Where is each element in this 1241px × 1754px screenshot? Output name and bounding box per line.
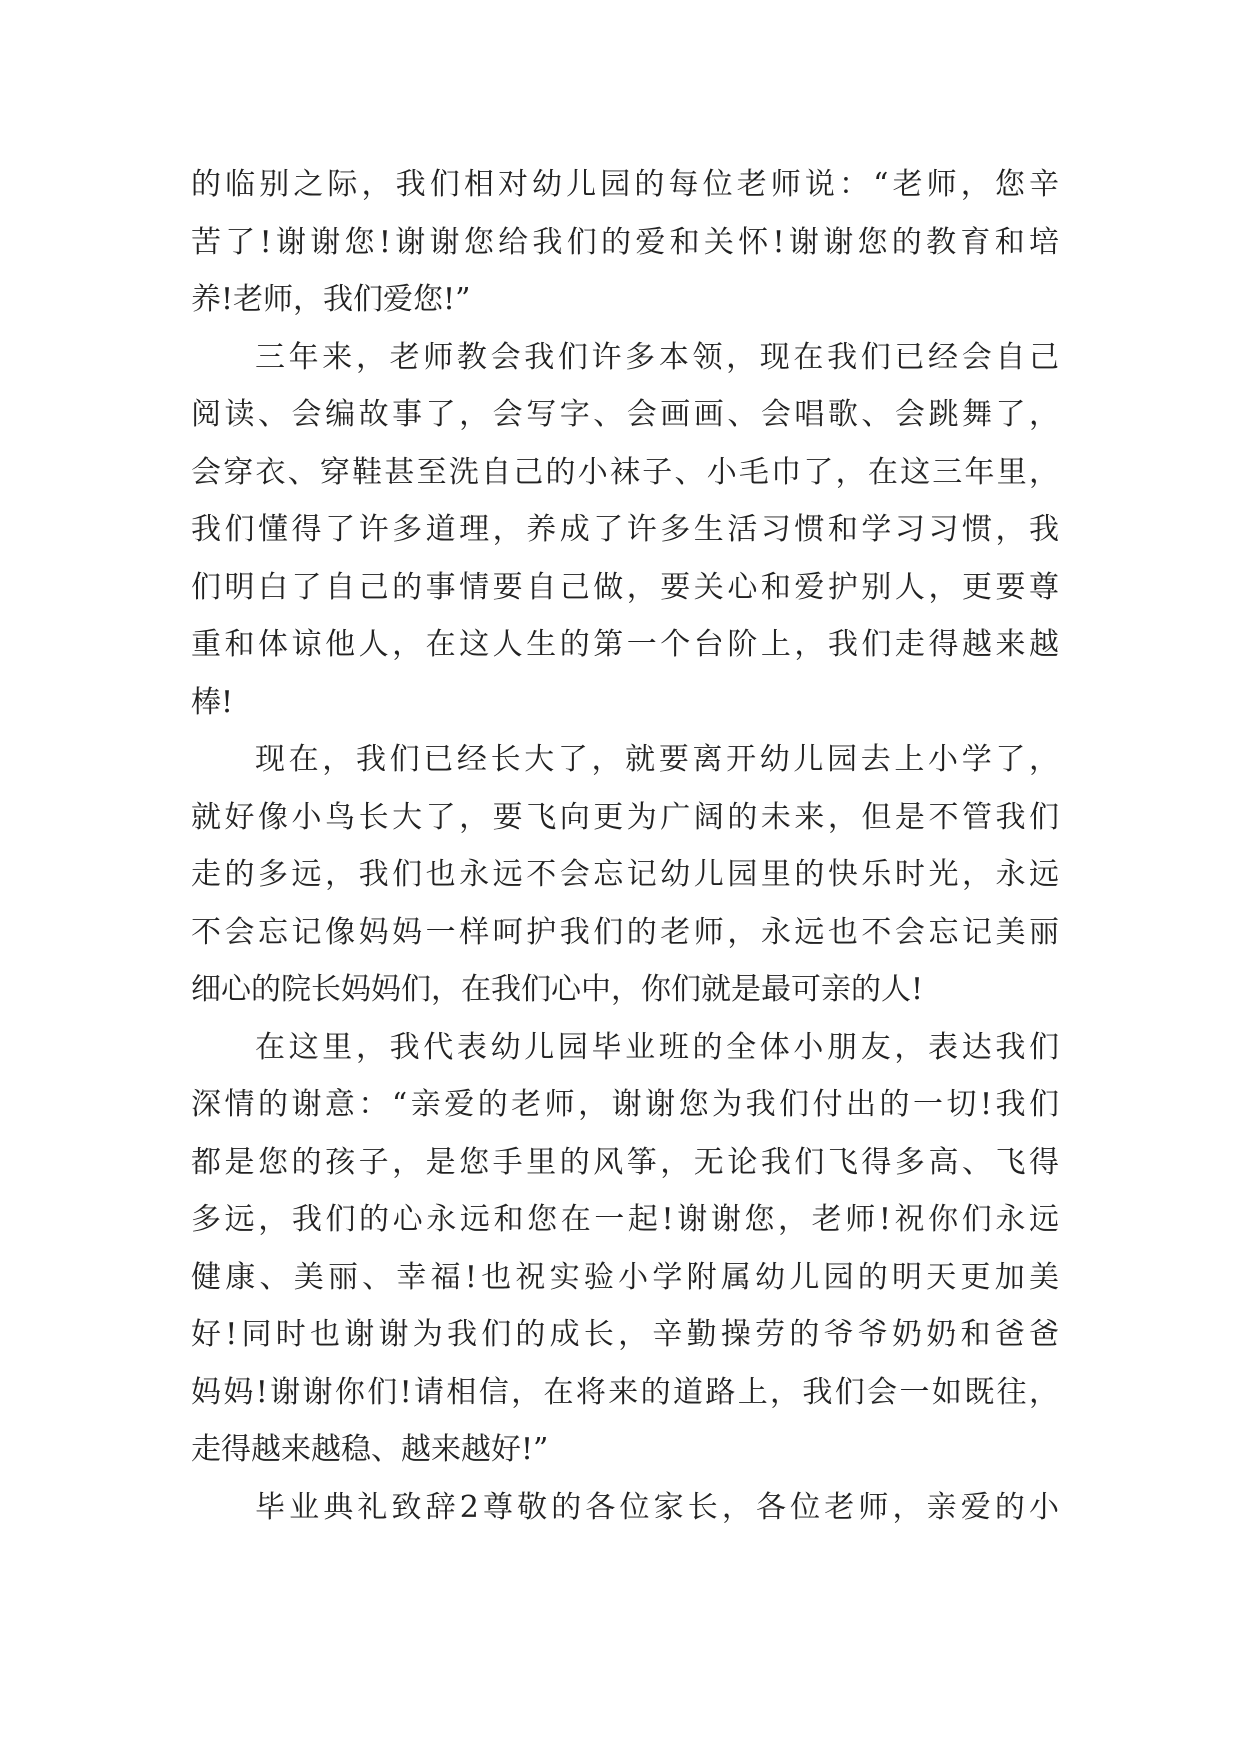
text-line: 不会忘记像妈妈一样呵护我们的老师，永远也不会忘记美丽 (191, 914, 1059, 950)
body-text (191, 156, 1059, 1536)
text-line: 阅读、会编故事了，会写字、会画画、会唱歌、会跳舞了， (191, 397, 1059, 432)
text-line: 走的多远，我们也永远不会忘记幼儿园里的快乐时光，永远 (191, 857, 1059, 892)
text-line: 毕业典礼致辞2尊敬的各位家长，各位老师，亲爱的小 (255, 1489, 1059, 1525)
text-line: 苦了!谢谢您!谢谢您给我们的爱和关怀!谢谢您的教育和培 (191, 224, 1059, 260)
text-line: 重和体谅他人，在这人生的第一个台阶上，我们走得越来越 (191, 627, 1059, 662)
text-line: 我们懂得了许多道理，养成了许多生活习惯和学习习惯，我 (191, 512, 1059, 547)
text-line: 棒! (191, 684, 234, 720)
text-line: 深情的谢意：“亲爱的老师，谢谢您为我们付出的一切!我们 (191, 1087, 1059, 1122)
text-line: 现在，我们已经长大了，就要离开幼儿园去上小学了， (255, 742, 1059, 777)
text-line: 多远，我们的心永远和您在一起!谢谢您，老师!祝你们永远 (191, 1202, 1059, 1237)
text-line: 都是您的孩子，是您手里的风筝，无论我们飞得多高、飞得 (191, 1144, 1059, 1180)
text-line: 妈妈!谢谢你们!请相信，在将来的道路上，我们会一如既往， (191, 1374, 1059, 1410)
text-line: 的临别之际，我们相对幼儿园的每位老师说：“老师，您辛 (191, 167, 1059, 202)
text-line: 会穿衣、穿鞋甚至洗自己的小袜子、小毛巾了，在这三年里， (191, 454, 1059, 490)
text-line: 细心的院长妈妈们，在我们心中，你们就是最可亲的人! (191, 972, 924, 1007)
text-line: 就好像小鸟长大了，要飞向更为广阔的未来，但是不管我们 (191, 799, 1059, 835)
text-line: 养!老师，我们爱您!” (191, 282, 471, 317)
text-line: 在这里，我代表幼儿园毕业班的全体小朋友，表达我们 (255, 1029, 1059, 1065)
text-line: 走得越来越稳、越来越好!” (191, 1432, 549, 1467)
text-line: 好!同时也谢谢为我们的成长，辛勤操劳的爷爷奶奶和爸爸 (191, 1317, 1059, 1352)
text-line: 三年来，老师教会我们许多本领，现在我们已经会自己 (255, 339, 1059, 375)
text-line: 们明白了自己的事情要自己做，要关心和爱护别人，更要尊 (191, 569, 1059, 605)
text-line: 健康、美丽、幸福!也祝实验小学附属幼儿园的明天更加美 (191, 1259, 1059, 1295)
